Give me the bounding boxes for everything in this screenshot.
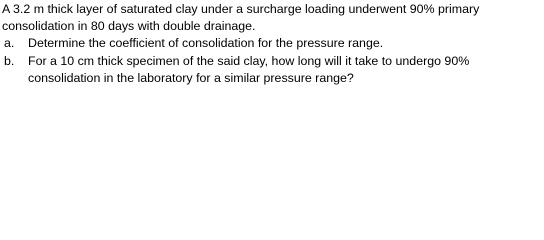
- problem-text: [2, 1, 542, 87]
- problem-intro-line-2: consolidation in 80 days with double drainage.: [2, 19, 256, 34]
- part-a: [2, 35, 542, 52]
- part-b: [2, 53, 542, 87]
- problem-intro-line-1: A 3.2 m thick layer of saturated clay under a surcharge loading underwent 90% primary: [2, 2, 480, 16]
- part-b-marker: b.: [4, 53, 15, 68]
- part-a-text: Determine the coefficient of consolidation for the pressure range.: [28, 36, 384, 51]
- part-b-text-line-2: consolidation in the laboratory for a similar pressure range?: [28, 70, 354, 85]
- part-a-marker: a.: [4, 36, 15, 51]
- part-b-text-line-1: For a 10 cm thick specimen of the said clay, how long will it take to undergo 90%: [28, 53, 470, 68]
